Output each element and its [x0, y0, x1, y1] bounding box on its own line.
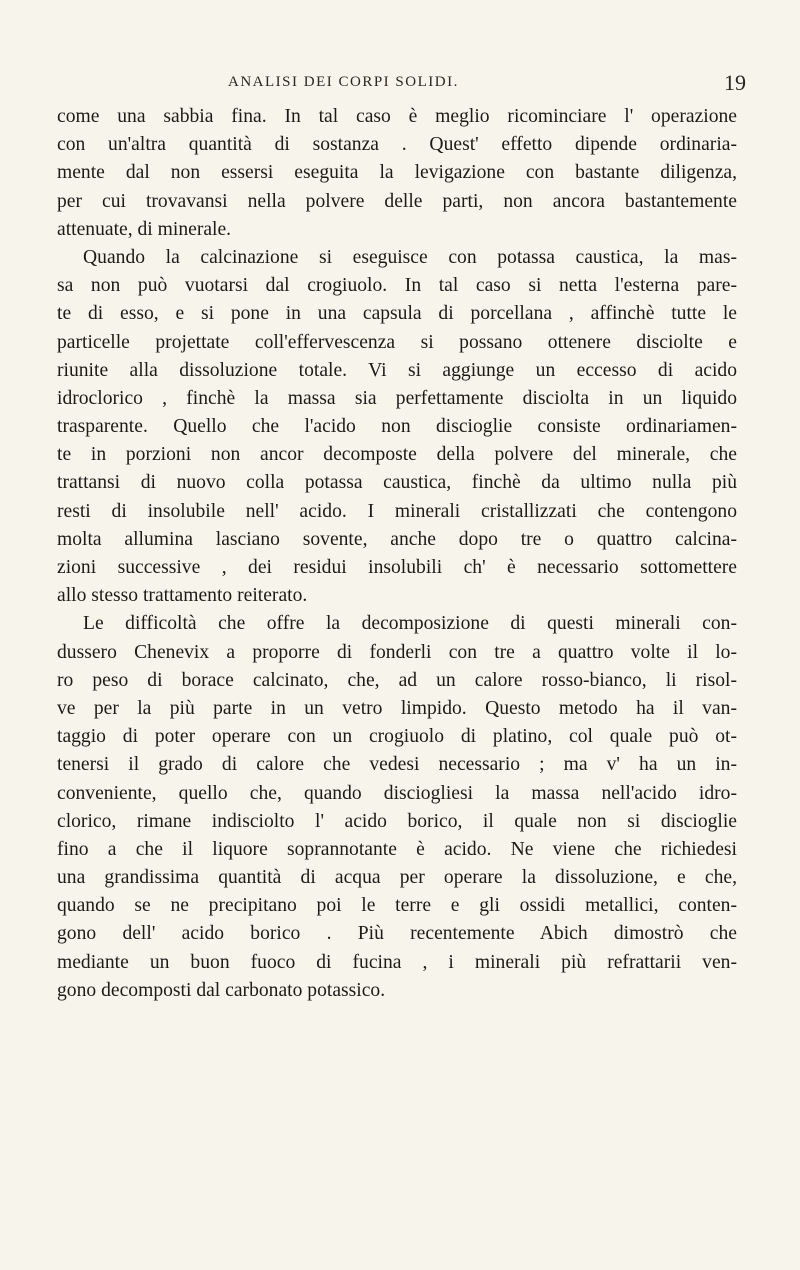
body-text — [57, 103, 737, 1005]
text-line: gono decomposti dal carbonato potassico. — [57, 979, 386, 1001]
text-line: mente dal non essersi eseguita la levigazione con bastante diligenza, — [57, 162, 737, 184]
text-line: molta allumina lasciano sovente, anche dopo tre o quattro calcina- — [57, 528, 737, 550]
paragraph-start-line: Quando la calcinazione si eseguisce con potassa caustica, la mas- — [83, 246, 737, 268]
text-line: ve per la più parte in un vetro limpido. Questo metodo ha il van- — [57, 697, 737, 719]
text-line: sa non può vuotarsi dal crogiuolo. In tal caso si netta l'esterna pare- — [57, 275, 737, 297]
text-line: zioni successive , dei residui insolubili ch' è necessario sottomettere — [57, 557, 737, 578]
text-line: taggio di poter operare con un crogiuolo di platino, col quale può ot- — [57, 726, 737, 748]
running-title: ANALISI DEI CORPI SOLIDI. — [228, 74, 459, 90]
text-line: gono dell' acido borico . Più recentemente Abich dimostrò che — [57, 923, 737, 945]
text-line: particelle projettate coll'effervescenza si possano ottenere disciolte e — [57, 331, 737, 353]
text-line: riunite alla dissoluzione totale. Vi si aggiunge un eccesso di acido — [57, 359, 737, 381]
text-line: quando se ne precipitano poi le terre e gli ossidi metallici, conten- — [57, 895, 737, 917]
text-line: clorico, rimane indisciolto l' acido borico, il quale non si discioglie — [57, 810, 737, 832]
page-number: 19 — [724, 70, 746, 95]
text-line: trattansi di nuovo colla potassa caustica, finchè da ultimo nulla più — [57, 472, 737, 494]
text-line: fino a che il liquore soprannotante è acido. Ne viene che richiedesi — [57, 838, 737, 860]
text-line: trasparente. Quello che l'acido non discioglie consiste ordinariamen- — [57, 416, 737, 438]
paragraph-start-line: Le difficoltà che offre la decomposizione di questi minerali con- — [83, 613, 737, 635]
text-line: attenuate, di minerale. — [57, 218, 232, 240]
text-line: tenersi il grado di calore che vedesi necessario ; ma v' ha un in- — [57, 754, 737, 776]
text-line: per cui trovavansi nella polvere delle parti, non ancora bastantemente — [57, 190, 737, 212]
text-line: allo stesso trattamento reiterato. — [57, 585, 308, 607]
text-line: dussero Chenevix a proporre di fonderli con tre a quattro volte il lo- — [57, 641, 737, 663]
text-line: come una sabbia fina. In tal caso è meglio ricominciare l' operazione — [57, 106, 737, 127]
text-line: conveniente, quello che, quando disciogliesi la massa nell'acido idro- — [57, 782, 737, 804]
text-line: resti di insolubile nell' acido. I minerali cristallizzati che contengono — [57, 500, 737, 522]
text-line: idroclorico , finchè la massa sia perfettamente disciolta in un liquido — [57, 387, 737, 409]
text-line: mediante un buon fuoco di fucina , i minerali più refrattarii ven- — [57, 951, 737, 973]
text-line: ro peso di borace calcinato, che, ad un calore rosso-bianco, li risol- — [57, 669, 737, 691]
text-line: con un'altra quantità di sostanza . Quest' effetto dipende ordinaria- — [57, 134, 737, 156]
text-line: te in porzioni non ancor decomposte della polvere del minerale, che — [57, 444, 737, 466]
text-line: te di esso, e si pone in una capsula di porcellana , affinchè tutte le — [57, 303, 737, 325]
text-line: una grandissima quantità di acqua per operare la dissoluzione, e che, — [57, 867, 737, 889]
